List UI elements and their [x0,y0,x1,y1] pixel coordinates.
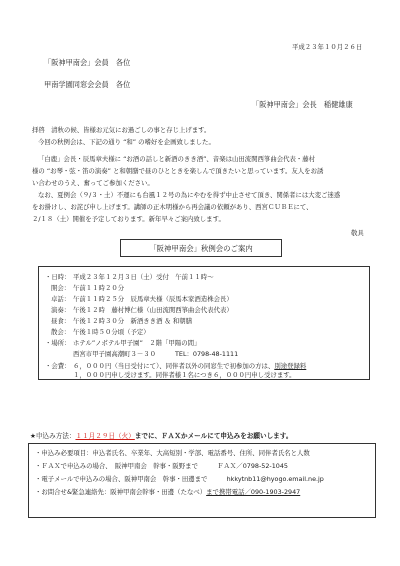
letter-date: 平成２３年１０月２６日 [292,43,363,51]
venue-label: ・場所： [45,339,71,347]
notice-title: 「阪神甲南会」秋例会のご案内 [149,244,253,253]
venue-value: ホテル”ノボテル甲子園” ２階「甲陽の間」 [73,339,201,347]
note-email: ・電子メールで申込みの場合、阪神甲南会 幹事・田邊まで hkkytnb11@hyogo.email.ne.jp [35,475,324,483]
close-value: 午後１時５０分頃（予定） [73,328,150,336]
body-line-5: い合わせのうえ、奮ってご参加ください。 [32,179,154,187]
music-label: 演奏： [51,306,71,314]
close-label: 散会： [51,328,71,336]
opening-value: 午前１１時２０分 [73,284,125,292]
notice-title-box [120,239,282,257]
sender: 「阪神甲南会」会長 稲健雄康 [252,100,353,109]
addressee-members: 「阪神甲南会」会員 各位 [44,58,131,67]
body-line-2: 今回の秋例会は、下記の通り “和” の嗜好を企画致しました。 [38,138,215,146]
talk-label: 卓話： [51,295,71,303]
deadline-line [30,432,292,440]
fee-value [73,362,306,370]
greeting: 拝啓 清秋の候、皆様お元気にお過ごしの事と存じ上げます。 [32,126,211,134]
deadline-date: １１月２９日（火） [75,432,135,440]
closing: 敬具 [351,229,364,237]
note-contact [35,488,300,496]
date-label: ・日時： [45,273,71,281]
talk-value: 午前１１時２５分 辰馬章夫様（辰馬本家酒造株会長） [73,295,233,303]
body-line-7: をお掛けし、お詫び申し上げます。講師の正木明様から再会議の依頼があり、西宮ＣＵＢＥにて、 [32,203,313,211]
contact-prefix: ・お問合せ&緊急連絡先：阪神甲南会幹事・田邊（たなべ） [35,488,207,496]
date-value: 平成２３年１２月３日（土）受付 午前１１時～ [73,273,214,281]
note-required-items: ・申込み必要項目：申込者氏名、卒業年、大高短別・学部、電話番号、住所、同伴者氏名と人数 [35,449,310,457]
venue-address: 西宮市甲子園高潮町３－３０ [73,350,157,358]
body-line-4: 様の “お琴・弦・笛の演奏” と和朝膳で昼のひとときを楽しんで頂きたいと思っています。友人をお誘 [32,167,324,175]
fee-label: ・会費： [45,362,71,370]
meal-value: 午後１２時３０分 新酒きき酒 ＆ 和朝膳 [73,317,193,325]
fee-value-2: １，０００円申し受けます。同伴者様１名につき６，０００円申し受けます。 [73,371,296,379]
deadline-prefix: ★申込み方法： [30,432,76,440]
addressee-alumni: 甲南学園同窓会会員 各位 [44,80,131,89]
note-fax: ・ＦＡＸで申込みの場合、 阪神甲南会 幹事・阪野まで ＦＡＸ／0798-52-1045 [35,462,288,470]
meal-label: 昼食： [51,317,71,325]
contact-phone: まで携帯電話／090-1903-2947 [206,488,301,496]
deadline-suffix: までに、ＦＡＸかメールにて申込みをお願いします。 [134,432,293,440]
music-value: 午後１２時 藤村博仁様（山田流関西箏曲会代表代表） [73,306,233,314]
venue-tel: TEL：0798-48-1111 [175,350,239,358]
body-line-6: なお、夏例会（９/３・土）不運にも台風１２号の為にやむを得ず中止させて頂き、関係者には大変ご迷惑 [38,191,341,199]
registration-fee-link: 別途登録料 [274,362,307,370]
fee-text: ６，０００円（当日受付にて）、同伴者以外の同窓生で初参加の方は、 [73,362,275,370]
application-notes-box [28,443,376,518]
event-details-box [38,266,370,380]
body-line-3: 「白鹿」会長・辰馬章夫様に “お酒の話しと新酒のきき酒”、音楽は山田流関西箏曲会代表・藤村 [38,155,316,163]
opening-label: 開会： [51,284,71,292]
body-line-8: ２/１８（土）開催を予定しております。新年早々ご案内致します。 [32,215,225,223]
